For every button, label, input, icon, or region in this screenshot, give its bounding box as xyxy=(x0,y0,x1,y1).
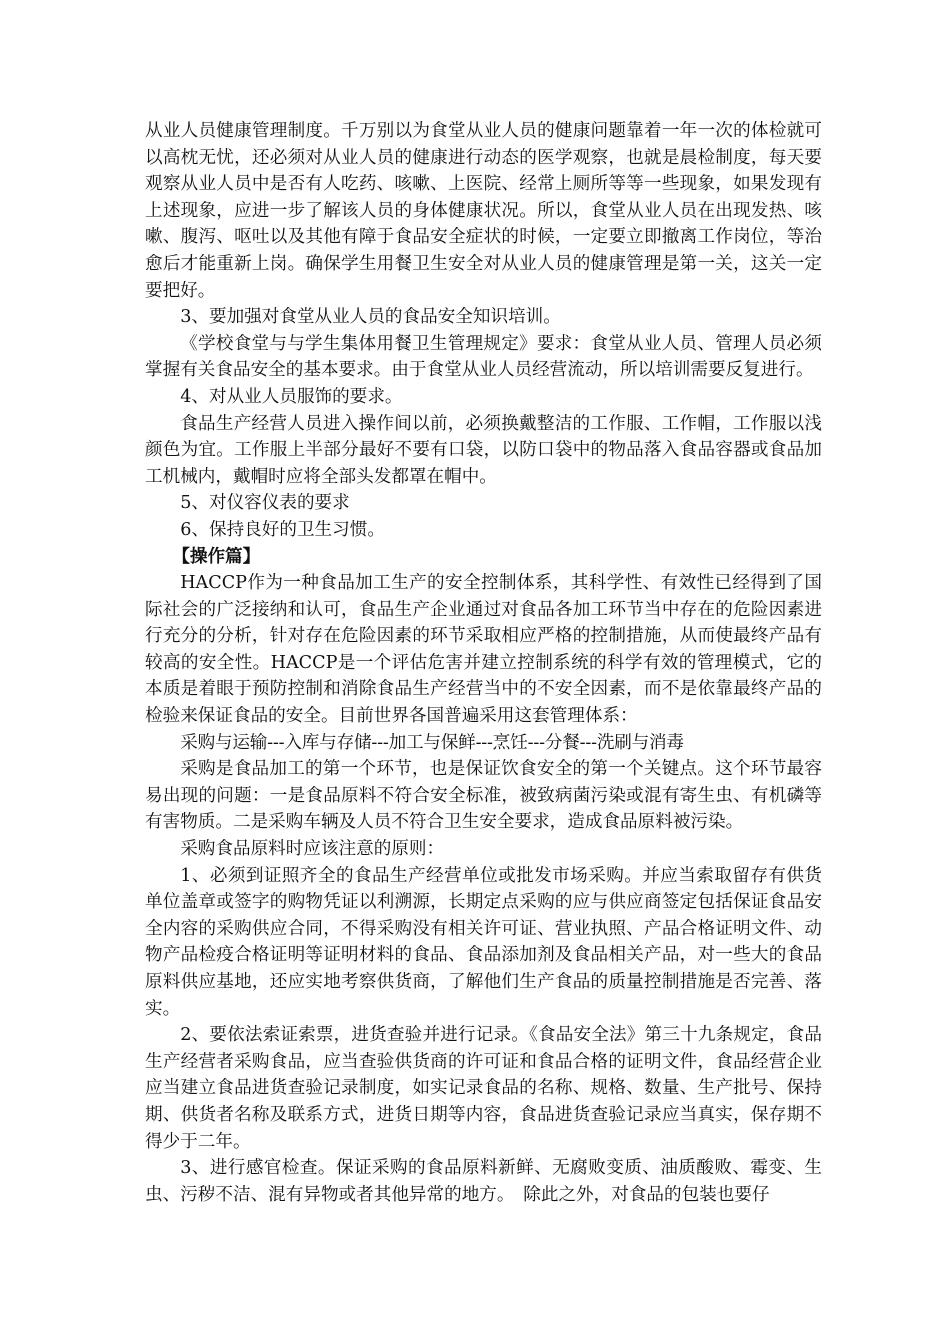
document-body xyxy=(145,118,822,1208)
paragraph-principle-2: 2、要依法索证索票，进货查验并进行记录。《食品安全法》第三十九条规定，食品生产经营者采购食品，应当查验供货商的许可证和食品合格的证明文件，食品经营企业应当建立食品进货查验记录制度，如实记录食品的名称、规格、数量、生产批号、保持期、供货者名称及联系方式，进货日期等内容，食品进货查验记录应当真实，保存期不得少于二年。 xyxy=(145,1025,822,1152)
item-6-hygiene-heading: 6、保持良好的卫生习惯。 xyxy=(180,519,385,540)
procurement-principles-heading: 采购食品原料时应该注意的原则： xyxy=(180,839,445,860)
paragraph-principle-1: 1、必须到证照齐全的食品生产经营单位或批发市场采购。并应当索取留存有供货单位盖章或签字的购物凭证以利溯源，长期定点采购的应与供应商签定包括保证食品安全内容的采购供应合同，不得采购没有相关许可证、营业执照、产品合格证明文件、动物产品检疫合格证明等证明材料的食品、食品添加剂及食品相关产品，对一些大的食品原料供应基地，还应实地考察供货商，了解他们生产食品的质量控制措施是否完善、落实。 xyxy=(145,865,822,1019)
item-3-training-heading: 3、要加强对食堂从业人员的食品安全知识培训。 xyxy=(180,307,561,328)
paragraph-clothing-requirements: 食品生产经营人员进入操作间以前，必须换戴整洁的工作服、工作帽，工作服以浅颜色为宜。工作服上半部分最好不要有口袋，以防口袋中的物品落入食品容器或食品加工机械内，戴帽时应将全部头发都罩在帽中。 xyxy=(145,413,822,487)
paragraph-health-management: 从业人员健康管理制度。千万别以为食堂从业人员的健康问题靠着一年一次的体检就可以高枕无忧，还必须对从业人员的健康进行动态的医学观察，也就是晨检制度，每天要观察从业人员中是否有人吃药、咳嗽、上医院、经常上厕所等等一些现象，如果发现有上述现象，应进一步了解该人员的身体健康状况。所以，食堂从业人员在出现发热、咳嗽、腹泻、呕吐以及其他有障于食品安全症状的时候，一定要立即撤离工作岗位，等治愈后才能重新上岗。确保学生用餐卫生安全对从业人员的健康管理是第一关，这关一定要把好。 xyxy=(145,121,822,301)
process-flow-line: 采购与运输---入库与存储---加工与保鲜---烹饪---分餐---洗刷与消毒 xyxy=(180,732,684,753)
paragraph-haccp: HACCP作为一种食品加工生产的安全控制体系，其科学性、有效性已经得到了国际社会的广泛接纳和认可，食品生产企业通过对食品各加工环节当中存在的危险因素进行充分的分析，针对存在危险因素的环节采取相应严格的控制措施，从而使最终产品有较高的安全性。HACCP是一个评估危害并建立控制系统的科学有效的管理模式，它的本质是着眼于预防控制和消除食品生产经营当中的不安全因素，而不是依靠最终产品的检验来保证食品的安全。目前世界各国普遍采用这套管理体系： xyxy=(145,573,822,727)
section-heading-operations: 【操作篇】 xyxy=(172,546,261,567)
paragraph-procurement-intro: 采购是食品加工的第一个环节，也是保证饮食安全的第一个关键点。这个环节最容易出现的问题：一是食品原料不符合安全标准，被致病菌污染或混有寄生虫、有机磷等有害物质。二是采购车辆及人员不符合卫生安全要求，造成食品原料被污染。 xyxy=(145,759,822,833)
paragraph-training-regulation: 《学校食堂与与学生集体用餐卫生管理规定》要求：食堂从业人员、管理人员必须掌握有关食品安全的基本要求。由于食堂从业人员经营流动，所以培训需要反复进行。 xyxy=(145,333,822,381)
paragraph-principle-3: 3、进行感官检查。保证采购的食品原料新鲜、无腐败变质、油质酸败、霉变、生虫、污秽不洁、混有异物或者其他异常的地方。 除此之外，对食品的包装也要仔 xyxy=(145,1158,822,1205)
item-4-clothing-heading: 4、对从业人员服饰的要求。 xyxy=(180,386,403,407)
item-5-appearance-heading: 5、对仪容仪表的要求 xyxy=(180,493,350,514)
